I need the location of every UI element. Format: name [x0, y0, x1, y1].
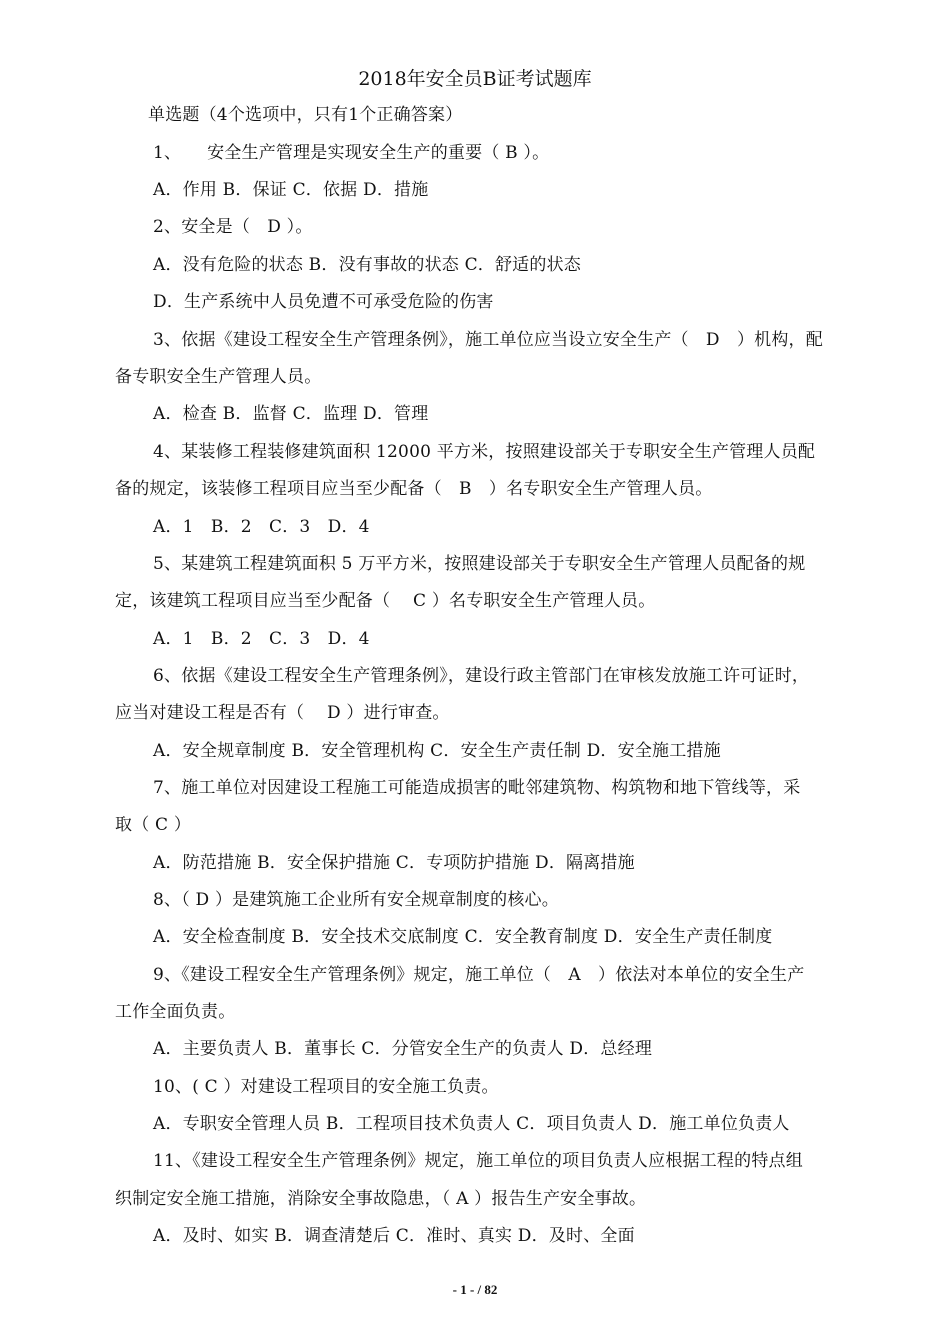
question-8: 8、（ D ）是建筑施工企业所有安全规章制度的核心。	[153, 890, 559, 910]
question-1: 1、 安全生产管理是实现安全生产的重要（ B ）。	[153, 143, 550, 163]
question-5: 5、某建筑工程建筑面积 5 万平方米，按照建设部关于专职安全生产管理人员配备的规	[153, 554, 806, 574]
question-11-cont: 织制定安全施工措施，消除安全事故隐患，（ A ）报告生产安全事故。	[115, 1189, 647, 1209]
question-7: 7、施工单位对因建设工程施工可能造成损害的毗邻建筑物、构筑物和地下管线等，采	[153, 778, 801, 798]
question-9: 9、《建设工程安全生产管理条例》规定，施工单位（ A ）依法对本单位的安全生产	[153, 965, 805, 985]
question-10-options: A．专职安全管理人员 B．工程项目技术负责人 C．项目负责人 D．施工单位负责人	[153, 1114, 790, 1134]
question-4-options: A．1 B．2 C．3 D．4	[153, 517, 370, 537]
document-title: 2018年安全员B证考试题库	[358, 68, 592, 90]
question-9-cont: 工作全面负责。	[115, 1002, 236, 1022]
question-5-cont: 定，该建筑工程项目应当至少配备（ C ）名专职安全生产管理人员。	[115, 591, 656, 611]
question-7-options: A．防范措施 B．安全保护措施 C．专项防护措施 D．隔离措施	[153, 853, 635, 873]
question-9-options: A．主要负责人 B．董事长 C．分管安全生产的负责人 D．总经理	[153, 1039, 653, 1059]
question-5-options: A．1 B．2 C．3 D．4	[153, 629, 370, 649]
question-3-cont: 备专职安全生产管理人员。	[115, 367, 322, 387]
question-2-options-cont: D．生产系统中人员免遭不可承受危险的伤害	[153, 292, 494, 312]
page-number: - 1 - / 82	[452, 1282, 498, 1297]
question-7-cont: 取（ C ）	[115, 815, 192, 835]
question-3: 3、依据《建设工程安全生产管理条例》，施工单位应当设立安全生产（ D ）机构，配	[153, 330, 823, 350]
question-6-cont: 应当对建设工程是否有（ D ）进行审查。	[115, 703, 450, 723]
section-heading: 单选题（4个选项中，只有1个正确答案）	[148, 105, 463, 125]
question-1-options: A．作用 B．保证 C．依据 D．措施	[153, 180, 429, 200]
question-11: 11、《建设工程安全生产管理条例》规定，施工单位的项目负责人应根据工程的特点组	[153, 1151, 803, 1171]
question-10: 10、( C ）对建设工程项目的安全施工负责。	[153, 1077, 499, 1097]
question-4: 4、某装修工程装修建筑面积 12000 平方米，按照建设部关于专职安全生产管理人员配	[153, 442, 816, 462]
question-6-options: A．安全规章制度 B．安全管理机构 C．安全生产责任制 D．安全施工措施	[153, 741, 721, 761]
question-11-options: A．及时、如实 B．调查清楚后 C．准时、真实 D．及时、全面	[153, 1226, 635, 1246]
question-6: 6、依据《建设工程安全生产管理条例》，建设行政主管部门在审核发放施工许可证时，	[153, 666, 810, 686]
question-4-cont: 备的规定，该装修工程项目应当至少配备（ B ）名专职安全生产管理人员。	[115, 479, 713, 499]
question-2: 2、安全是（ D ）。	[153, 217, 313, 237]
question-2-options: A．没有危险的状态 B．没有事故的状态 C．舒适的状态	[153, 255, 581, 275]
question-8-options: A．安全检查制度 B．安全技术交底制度 C．安全教育制度 D．安全生产责任制度	[153, 927, 773, 947]
question-3-options: A．检查 B．监督 C．监理 D．管理	[153, 404, 429, 424]
